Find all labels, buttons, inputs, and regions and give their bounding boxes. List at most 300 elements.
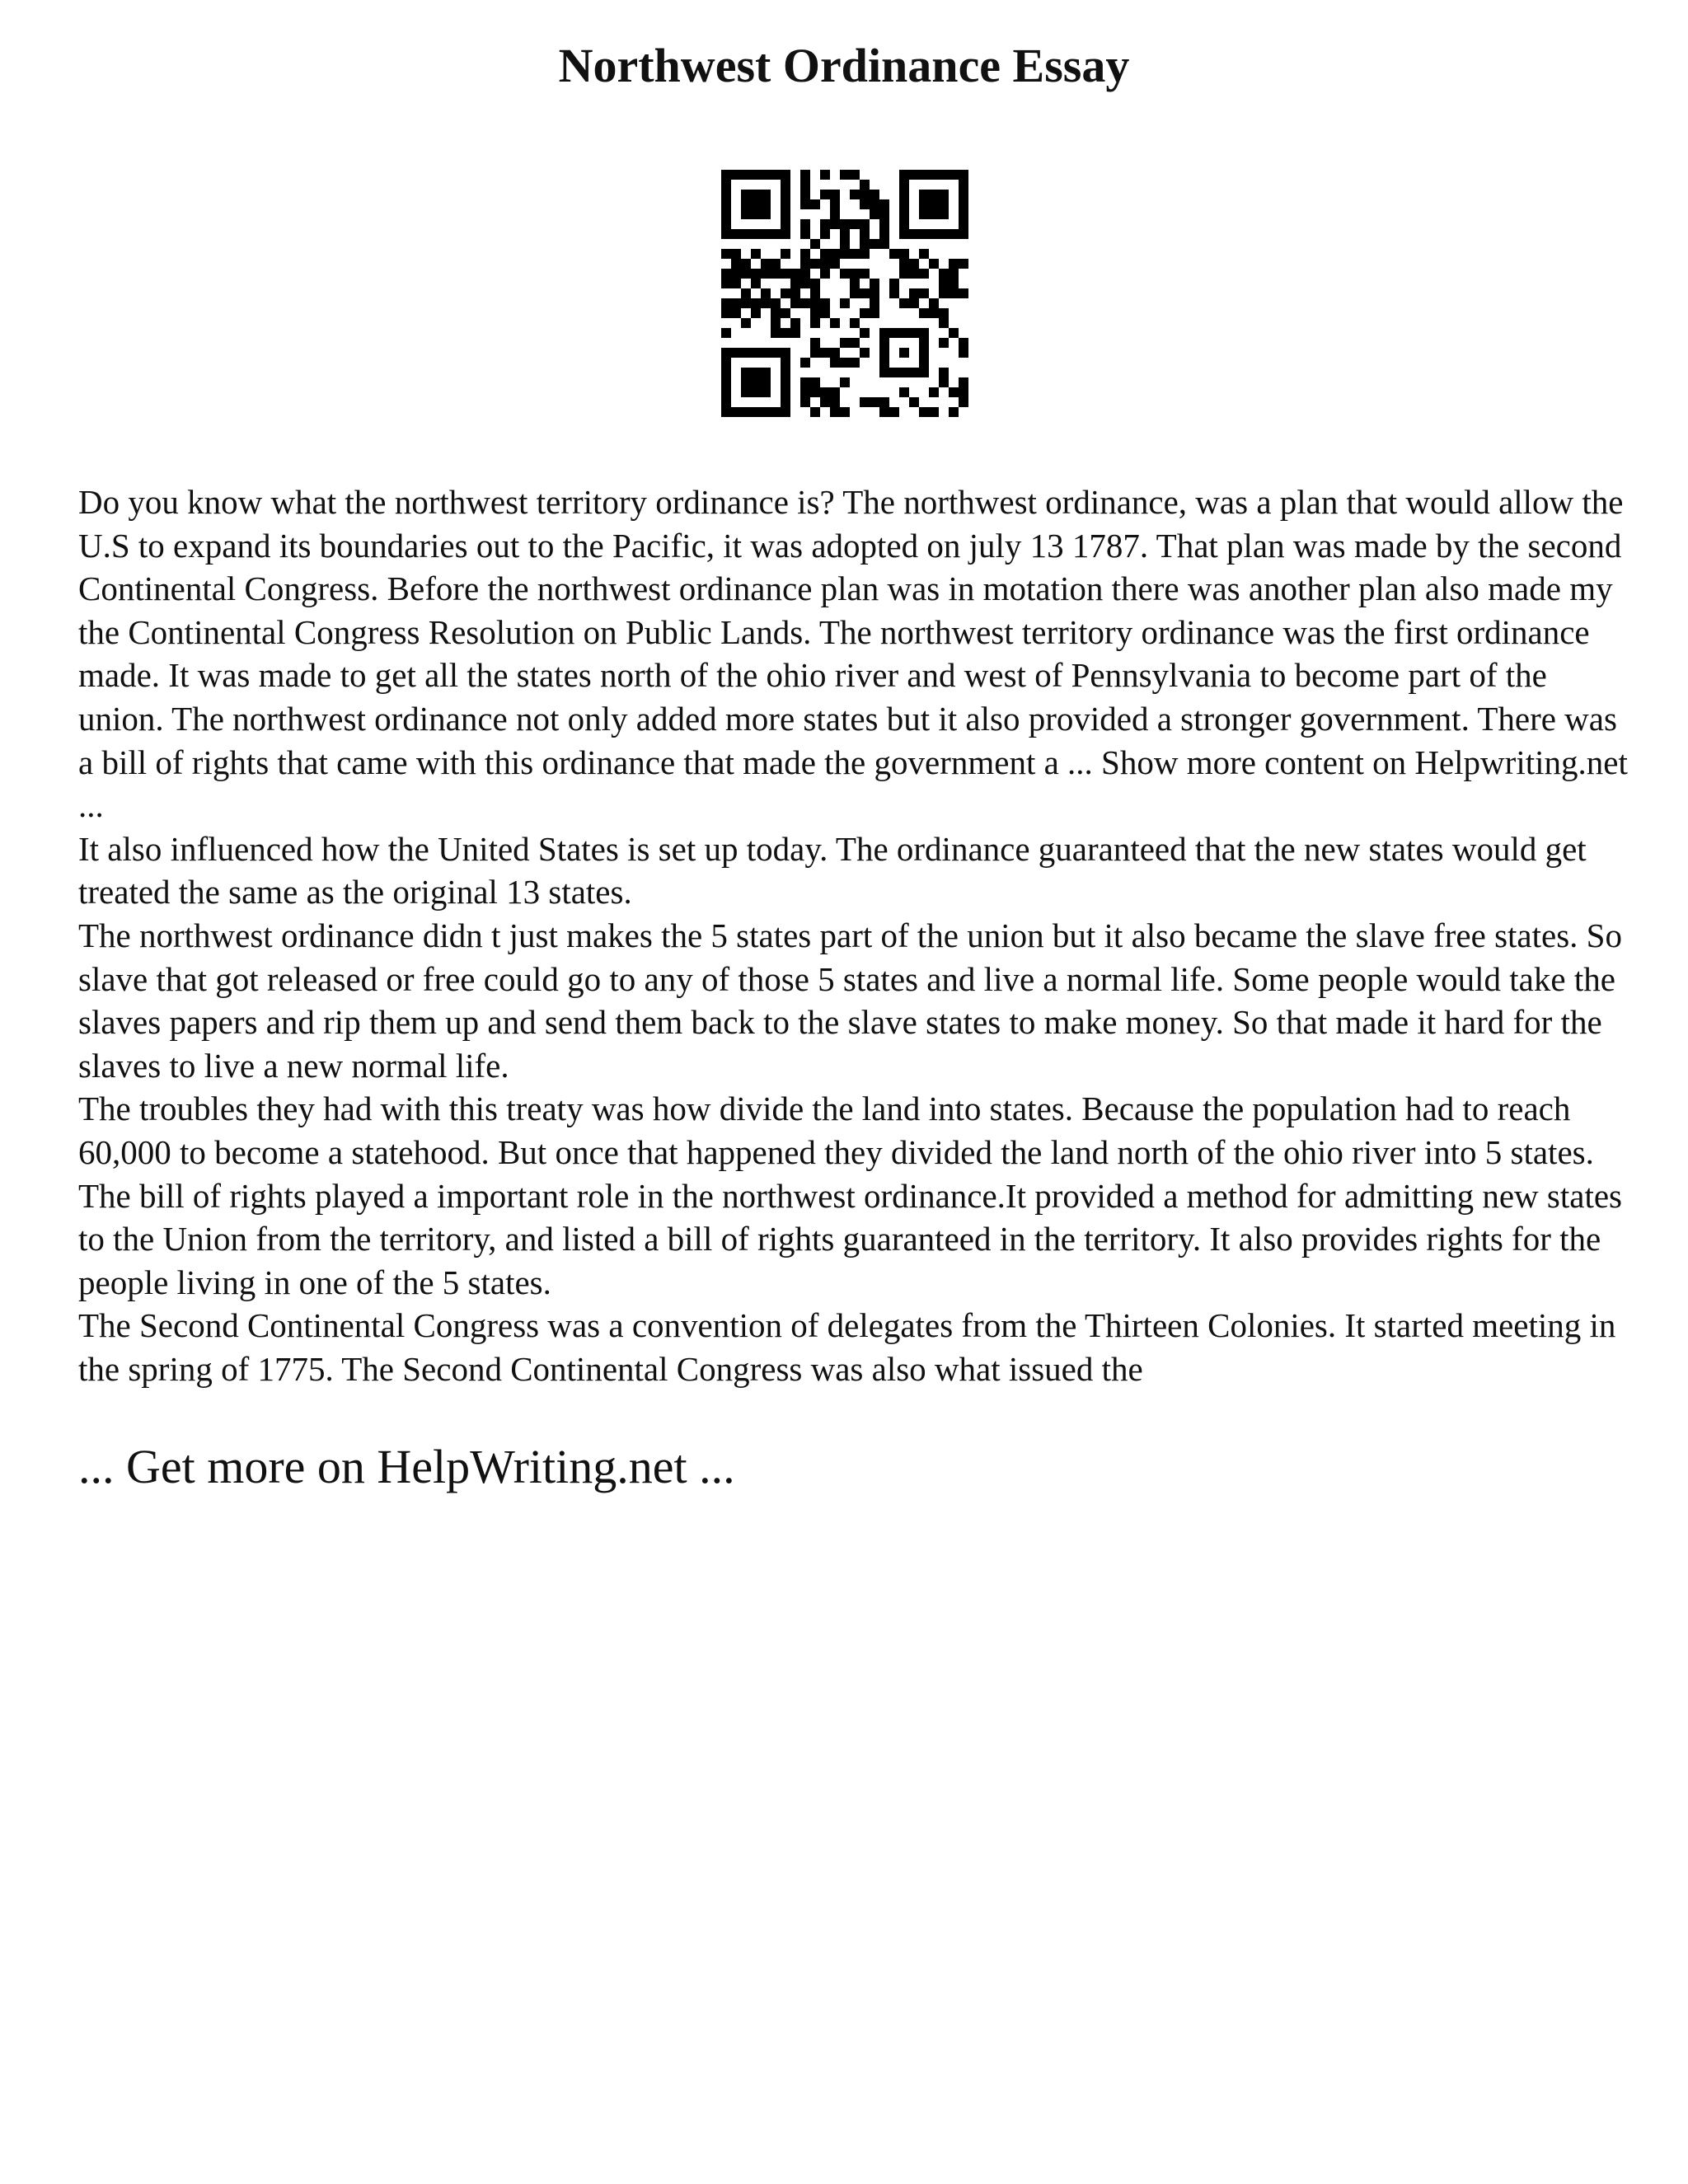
qr-module bbox=[870, 397, 879, 407]
qr-module bbox=[820, 298, 830, 308]
qr-module bbox=[721, 279, 731, 288]
qr-module bbox=[781, 358, 790, 368]
qr-module bbox=[771, 259, 781, 269]
qr-module bbox=[781, 348, 790, 358]
qr-module bbox=[810, 308, 820, 318]
qr-module bbox=[959, 190, 968, 199]
qr-module bbox=[919, 358, 929, 368]
qr-module bbox=[889, 279, 899, 288]
qr-module bbox=[721, 407, 731, 417]
qr-module bbox=[830, 249, 840, 259]
qr-module bbox=[751, 229, 761, 239]
qr-module bbox=[790, 288, 800, 298]
qr-module bbox=[731, 229, 741, 239]
qr-module bbox=[830, 407, 840, 417]
qr-module bbox=[959, 387, 968, 397]
qr-module bbox=[800, 279, 810, 288]
qr-module bbox=[741, 209, 751, 219]
qr-module bbox=[959, 199, 968, 209]
qr-module bbox=[761, 377, 771, 387]
qr-module bbox=[830, 199, 840, 209]
qr-module bbox=[919, 288, 929, 298]
qr-module bbox=[781, 269, 790, 279]
qr-module bbox=[860, 239, 870, 249]
qr-module bbox=[850, 269, 860, 279]
qr-module bbox=[949, 259, 959, 269]
qr-module bbox=[860, 180, 870, 190]
qr-module bbox=[800, 269, 810, 279]
qr-module bbox=[899, 298, 909, 308]
qr-module bbox=[771, 170, 781, 180]
qr-module bbox=[721, 249, 731, 259]
qr-module bbox=[790, 298, 800, 308]
qr-module bbox=[800, 298, 810, 308]
qr-module bbox=[800, 397, 810, 407]
qr-module bbox=[781, 219, 790, 229]
qr-module bbox=[781, 387, 790, 397]
qr-module bbox=[761, 190, 771, 199]
qr-module bbox=[781, 397, 790, 407]
qr-module bbox=[741, 288, 751, 298]
qr-module bbox=[919, 308, 929, 318]
qr-module bbox=[879, 328, 889, 338]
qr-module bbox=[939, 269, 949, 279]
qr-module bbox=[741, 348, 751, 358]
qr-module bbox=[860, 328, 870, 338]
qr-module bbox=[919, 338, 929, 348]
qr-module bbox=[840, 358, 850, 368]
qr-module bbox=[810, 279, 820, 288]
qr-module bbox=[810, 288, 820, 298]
qr-module bbox=[899, 219, 909, 229]
qr-module bbox=[919, 407, 929, 417]
qr-module bbox=[860, 288, 870, 298]
qr-module bbox=[781, 368, 790, 377]
qr-module bbox=[721, 180, 731, 190]
qr-module bbox=[741, 298, 751, 308]
qr-module bbox=[820, 229, 830, 239]
qr-module bbox=[781, 288, 790, 298]
qr-module bbox=[761, 348, 771, 358]
qr-module bbox=[721, 358, 731, 368]
qr-module bbox=[771, 308, 781, 318]
qr-module bbox=[919, 199, 929, 209]
qr-module bbox=[919, 328, 929, 338]
qr-module bbox=[840, 338, 850, 348]
qr-module bbox=[761, 209, 771, 219]
qr-module bbox=[929, 259, 939, 269]
qr-module bbox=[830, 219, 840, 229]
qr-module bbox=[959, 229, 968, 239]
qr-module bbox=[949, 229, 959, 239]
qr-module bbox=[929, 298, 939, 308]
qr-module bbox=[850, 279, 860, 288]
qr-module bbox=[870, 190, 879, 199]
qr-module bbox=[781, 209, 790, 219]
qr-module bbox=[761, 368, 771, 377]
qr-module bbox=[790, 269, 800, 279]
qr-module bbox=[939, 209, 949, 219]
qr-module bbox=[909, 397, 919, 407]
qr-module bbox=[721, 387, 731, 397]
qr-module bbox=[860, 308, 870, 318]
qr-module bbox=[721, 328, 731, 338]
qr-module bbox=[879, 407, 889, 417]
qr-module bbox=[761, 298, 771, 308]
qr-module bbox=[781, 229, 790, 239]
qr-module bbox=[879, 219, 889, 229]
qr-module bbox=[929, 199, 939, 209]
qr-module bbox=[949, 407, 959, 417]
qr-module bbox=[731, 269, 741, 279]
qr-module bbox=[761, 229, 771, 239]
qr-module bbox=[771, 328, 781, 338]
get-more-link[interactable]: ... Get more on HelpWriting.net ... bbox=[78, 1440, 735, 1493]
qr-module bbox=[751, 308, 761, 318]
qr-module bbox=[771, 318, 781, 328]
qr-module bbox=[761, 269, 771, 279]
qr-module bbox=[741, 368, 751, 377]
qr-module bbox=[939, 170, 949, 180]
qr-module bbox=[820, 170, 830, 180]
essay-body bbox=[78, 480, 1628, 1390]
qr-module bbox=[810, 377, 820, 387]
qr-module bbox=[810, 239, 820, 249]
qr-module bbox=[751, 298, 761, 308]
qr-module bbox=[800, 358, 810, 368]
qr-module bbox=[919, 209, 929, 219]
qr-module bbox=[731, 298, 741, 308]
qr-module bbox=[830, 397, 840, 407]
qr-module bbox=[850, 288, 860, 298]
qr-module bbox=[929, 209, 939, 219]
qr-module bbox=[751, 368, 761, 377]
qr-module bbox=[939, 318, 949, 328]
qr-module bbox=[800, 259, 810, 269]
qr-module bbox=[899, 170, 909, 180]
qr-module bbox=[860, 229, 870, 239]
qr-module bbox=[741, 407, 751, 417]
qr-module bbox=[721, 348, 731, 358]
qr-module bbox=[939, 368, 949, 377]
qr-module bbox=[830, 259, 840, 269]
essay-paragraph-5: The Second Continental Congress was a convention of delegates from the Thirteen Colonies. It started meeting in the spring of 1775. The Second Continental Congress was also what issued the bbox=[78, 1306, 1616, 1388]
qr-module bbox=[721, 298, 731, 308]
qr-module bbox=[929, 229, 939, 239]
qr-module bbox=[820, 269, 830, 279]
qr-module bbox=[850, 219, 860, 229]
qr-module bbox=[771, 298, 781, 308]
qr-module bbox=[810, 298, 820, 308]
qr-module bbox=[909, 298, 919, 308]
qr-module bbox=[850, 190, 860, 199]
qr-module bbox=[761, 259, 771, 269]
qr-module bbox=[919, 269, 929, 279]
qr-module bbox=[790, 318, 800, 328]
qr-module bbox=[800, 219, 810, 229]
qr-module bbox=[800, 190, 810, 199]
qr-module bbox=[949, 170, 959, 180]
qr-module bbox=[850, 358, 860, 368]
qr-module bbox=[899, 190, 909, 199]
qr-module bbox=[820, 259, 830, 269]
qr-module bbox=[929, 190, 939, 199]
qr-module bbox=[959, 397, 968, 407]
qr-module bbox=[889, 368, 899, 377]
qr-module bbox=[939, 229, 949, 239]
qr-module bbox=[949, 269, 959, 279]
qr-module bbox=[959, 170, 968, 180]
qr-module bbox=[721, 368, 731, 377]
qr-module bbox=[919, 170, 929, 180]
qr-module bbox=[800, 170, 810, 180]
qr-module bbox=[830, 358, 840, 368]
qr-module bbox=[761, 387, 771, 397]
qr-module bbox=[899, 180, 909, 190]
qr-module bbox=[741, 269, 751, 279]
qr-module bbox=[879, 397, 889, 407]
qr-module bbox=[909, 259, 919, 269]
qr-module bbox=[731, 407, 741, 417]
qr-module bbox=[781, 308, 790, 318]
essay-paragraph-1: Do you know what the northwest territory ordinance is? The northwest ordinance, was a plan that would allow the U.S to expand its boundaries out to the Pacific, it was adopted on july 13 1787. That plan was made by the second Continental Congress. Before the northwest ordinance plan was in motation there was another plan also made my the Continental Congress Resolution on Public Lands. The northwest territory ordinance was the first ordinance made. It was made to get all the states north of the ohio river and west of Pennsylvania to become part of the union. The northwest ordinance not only added more states but it also provided a stronger government. There was a bill of rights that came with this ordinance that made the government a ... Show more content on Helpwriting.net ... bbox=[78, 483, 1628, 825]
qr-module bbox=[800, 180, 810, 190]
qr-module bbox=[741, 229, 751, 239]
qr-module bbox=[879, 199, 889, 209]
qr-module bbox=[771, 269, 781, 279]
qr-module bbox=[959, 219, 968, 229]
qr-module bbox=[919, 190, 929, 199]
qr-module bbox=[751, 209, 761, 219]
qr-module bbox=[879, 239, 889, 249]
qr-module bbox=[751, 348, 761, 358]
essay-paragraph-2: It also influenced how the United States is set up today. The ordinance guaranteed that the new states would get treated the same as the original 13 states. bbox=[78, 829, 1587, 912]
qr-module bbox=[860, 249, 870, 259]
qr-module bbox=[820, 348, 830, 358]
qr-module bbox=[889, 249, 899, 259]
qr-module bbox=[949, 279, 959, 288]
qr-module bbox=[741, 199, 751, 209]
qr-module bbox=[939, 308, 949, 318]
qr-module bbox=[731, 259, 741, 269]
qr-module bbox=[731, 308, 741, 318]
qr-module bbox=[959, 180, 968, 190]
qr-module bbox=[840, 239, 850, 249]
qr-module bbox=[810, 259, 820, 269]
qr-module bbox=[909, 328, 919, 338]
qr-module bbox=[721, 219, 731, 229]
qr-module bbox=[830, 209, 840, 219]
qr-module bbox=[899, 348, 909, 358]
qr-module bbox=[731, 249, 741, 259]
qr-module bbox=[949, 387, 959, 397]
qr-module bbox=[781, 249, 790, 259]
qr-module bbox=[771, 348, 781, 358]
qr-module bbox=[959, 259, 968, 269]
qr-module bbox=[810, 348, 820, 358]
qr-module bbox=[879, 229, 889, 239]
qr-module bbox=[721, 190, 731, 199]
qr-module bbox=[899, 269, 909, 279]
qr-module bbox=[899, 368, 909, 377]
qr-module bbox=[751, 170, 761, 180]
qr-module bbox=[899, 249, 909, 259]
qr-module bbox=[751, 269, 761, 279]
qr-module bbox=[741, 377, 751, 387]
qr-module bbox=[899, 328, 909, 338]
qr-module bbox=[860, 219, 870, 229]
qr-module bbox=[860, 190, 870, 199]
qr-module bbox=[781, 190, 790, 199]
qr-module bbox=[810, 199, 820, 209]
qr-module bbox=[751, 199, 761, 209]
qr-module bbox=[830, 318, 840, 328]
qr-module bbox=[721, 308, 731, 318]
qr-module bbox=[721, 170, 731, 180]
qr-module bbox=[751, 279, 761, 288]
qr-module bbox=[909, 170, 919, 180]
qr-module bbox=[879, 348, 889, 358]
qr-module bbox=[820, 397, 830, 407]
qr-module bbox=[751, 387, 761, 397]
qr-module bbox=[909, 288, 919, 298]
qr-module bbox=[850, 249, 860, 259]
qr-module bbox=[870, 199, 879, 209]
qr-module bbox=[939, 279, 949, 288]
qr-module bbox=[771, 229, 781, 239]
qr-module bbox=[939, 190, 949, 199]
qr-module bbox=[840, 219, 850, 229]
essay-paragraph-3: The northwest ordinance didn t just makes the 5 states part of the union but it also became the slave free states. So slave that got released or free could go to any of those 5 states and live a normal life. Some people would take the slaves papers and rip them up and send them back to the slave states to make money. So that made it hard for the slaves to live a new normal life. bbox=[78, 916, 1622, 1085]
qr-module bbox=[939, 199, 949, 209]
qr-module bbox=[781, 199, 790, 209]
qr-module bbox=[939, 288, 949, 298]
qr-module bbox=[949, 288, 959, 298]
qr-module bbox=[879, 368, 889, 377]
qr-module bbox=[741, 170, 751, 180]
qr-module bbox=[721, 209, 731, 219]
qr-module bbox=[850, 338, 860, 348]
qr-module bbox=[879, 209, 889, 219]
qr-module bbox=[840, 377, 850, 387]
qr-module bbox=[929, 308, 939, 318]
qr-module bbox=[800, 249, 810, 259]
qr-module bbox=[899, 229, 909, 239]
qr-module bbox=[860, 348, 870, 358]
qr-module bbox=[810, 387, 820, 397]
qr-module bbox=[949, 328, 959, 338]
qr-module bbox=[840, 298, 850, 308]
qr-module bbox=[959, 209, 968, 219]
qr-module bbox=[919, 249, 929, 259]
qr-module bbox=[790, 328, 800, 338]
qr-module bbox=[741, 190, 751, 199]
qr-module bbox=[840, 229, 850, 239]
qr-module bbox=[761, 170, 771, 180]
qr-module bbox=[731, 348, 741, 358]
qr-module bbox=[810, 407, 820, 417]
qr-module bbox=[870, 308, 879, 318]
qr-module bbox=[761, 199, 771, 209]
qr-module bbox=[840, 249, 850, 259]
qr-module bbox=[939, 377, 949, 387]
qr-module bbox=[751, 190, 761, 199]
qr-module bbox=[840, 269, 850, 279]
qr-module bbox=[870, 279, 879, 288]
qr-module bbox=[781, 170, 790, 180]
qr-module bbox=[781, 328, 790, 338]
qr-module bbox=[929, 387, 939, 397]
qr-module bbox=[751, 377, 761, 387]
qr-module bbox=[820, 249, 830, 259]
qr-module bbox=[870, 298, 879, 308]
qr-module bbox=[860, 269, 870, 279]
qr-module bbox=[899, 387, 909, 397]
qr-module bbox=[919, 368, 929, 377]
qr-module bbox=[879, 338, 889, 348]
qr-module bbox=[830, 387, 840, 397]
qr-module bbox=[879, 358, 889, 368]
page-title: Northwest Ordinance Essay bbox=[558, 39, 1130, 92]
qr-module bbox=[929, 407, 939, 417]
qr-module bbox=[870, 288, 879, 298]
qr-module bbox=[781, 180, 790, 190]
qr-module bbox=[860, 199, 870, 209]
qr-module bbox=[721, 229, 731, 239]
qr-module bbox=[959, 338, 968, 348]
qr-code-icon bbox=[721, 170, 968, 417]
qr-module bbox=[909, 368, 919, 377]
qr-module bbox=[909, 269, 919, 279]
qr-module bbox=[741, 387, 751, 397]
qr-module bbox=[731, 279, 741, 288]
qr-module bbox=[781, 407, 790, 417]
qr-module bbox=[919, 229, 929, 239]
qr-module bbox=[959, 348, 968, 358]
qr-module bbox=[870, 209, 879, 219]
qr-module bbox=[850, 170, 860, 180]
qr-module bbox=[860, 397, 870, 407]
qr-module bbox=[840, 407, 850, 417]
qr-module bbox=[721, 199, 731, 209]
qr-module bbox=[959, 377, 968, 387]
qr-module bbox=[800, 387, 810, 397]
qr-module bbox=[899, 199, 909, 209]
qr-module bbox=[800, 229, 810, 239]
qr-module bbox=[899, 259, 909, 269]
qr-module bbox=[800, 377, 810, 387]
qr-module bbox=[810, 318, 820, 328]
qr-module bbox=[929, 170, 939, 180]
qr-module bbox=[850, 318, 860, 328]
qr-module bbox=[830, 190, 840, 199]
qr-module bbox=[889, 328, 899, 338]
qr-module bbox=[761, 407, 771, 417]
qr-module bbox=[731, 170, 741, 180]
qr-module bbox=[781, 377, 790, 387]
qr-module bbox=[741, 318, 751, 328]
qr-module bbox=[751, 249, 761, 259]
qr-module bbox=[889, 288, 899, 298]
qr-module bbox=[870, 239, 879, 249]
qr-module bbox=[761, 288, 771, 298]
qr-module bbox=[899, 209, 909, 219]
qr-module bbox=[751, 407, 761, 417]
essay-paragraph-4: The troubles they had with this treaty was how divide the land into states. Because the population had to reach 60,000 to become a statehood. But once that happened they divided the land north of the ohio river into 5 states. The bill of rights played a important role in the northwest ordinance.It provided a method for admitting new states to the Union from the territory, and listed a bill of rights guaranteed in the territory. It also provides rights for the people living in one of the 5 states. bbox=[78, 1090, 1622, 1301]
qr-module bbox=[721, 269, 731, 279]
qr-module bbox=[919, 348, 929, 358]
qr-module bbox=[820, 308, 830, 318]
